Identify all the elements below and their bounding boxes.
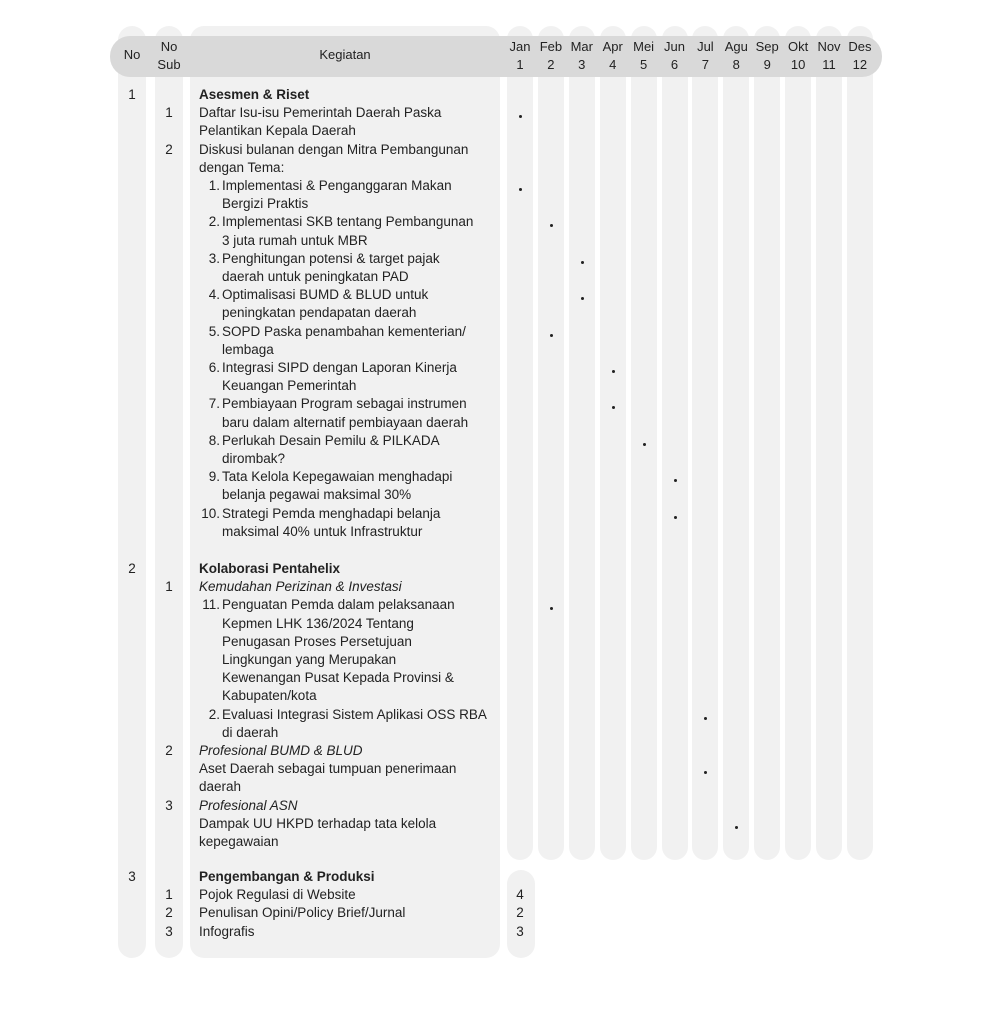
- header-month-name: Sep: [755, 39, 779, 54]
- activity-text: Daftar Isu-isu Pemerintah Daerah Paska: [199, 105, 442, 121]
- output-count: 2: [516, 905, 524, 921]
- activity-text: Pojok Regulasi di Website: [199, 887, 356, 903]
- header-month-name: Jun: [664, 39, 685, 54]
- section-number: 2: [128, 561, 136, 576]
- item-number: 7.: [208, 396, 220, 412]
- header-month-apr: [596, 38, 630, 74]
- item-number: 3.: [208, 250, 220, 266]
- activity-text: Tata Kelola Kepegawaian menghadapi: [222, 469, 453, 485]
- subsection-title: Kemudahan Perizinan & Investasi: [199, 579, 402, 595]
- header-month-name: Mei: [633, 39, 655, 54]
- month-column-bg-agu: [723, 26, 749, 860]
- header-month-number: 7: [701, 57, 709, 72]
- activity-text: Bergizi Praktis: [222, 196, 309, 212]
- month-column-bg-okt: [785, 26, 811, 860]
- item-number: 11.: [202, 597, 220, 613]
- header-month-jul: [688, 38, 722, 74]
- header-month-mar: [565, 38, 599, 74]
- activity-text: Kewenangan Pusat Kepada Provinsi &: [222, 670, 454, 686]
- item-number: 5.: [208, 323, 220, 339]
- item-number: 9.: [208, 469, 220, 485]
- header-month-number: 8: [732, 57, 740, 72]
- month-column-bg-mar: [569, 26, 595, 860]
- activity-text: Keuangan Pemerintah: [222, 378, 357, 394]
- activity-text: baru dalam alternatif pembiayaan daerah: [222, 414, 469, 430]
- activity-text: Perlukah Desain Pemilu & PILKADA: [222, 432, 440, 448]
- activity-text: Penghitungan potensi & target pajak: [222, 250, 440, 266]
- activity-text: dengan Tema:: [199, 159, 285, 175]
- header-month-name: Agu: [724, 39, 748, 54]
- activity-text: daerah: [199, 779, 242, 795]
- month-column-bg-sep: [754, 26, 780, 860]
- item-number: 2.: [208, 214, 220, 230]
- header-month-name: Feb: [539, 39, 563, 54]
- activity-text: Pelantikan Kepala Daerah: [199, 123, 356, 139]
- header-month-name: Nov: [817, 39, 841, 54]
- activity-text: Penguatan Pemda dalam pelaksanaan: [222, 597, 455, 613]
- activity-text: di daerah: [222, 724, 279, 740]
- subsection-title: Profesional BUMD & BLUD: [199, 743, 363, 758]
- month-column-bg-nov: [816, 26, 842, 860]
- activity-text: Infografis: [199, 923, 255, 939]
- activity-text: Implementasi SKB tentang Pembangunan: [222, 214, 474, 230]
- activity-text: SOPD Paska penambahan kementerian/: [222, 323, 466, 339]
- activity-text: Integrasi SIPD dengan Laporan Kinerja: [222, 360, 457, 375]
- header-month-number: 5: [639, 57, 648, 72]
- schedule-dot: [519, 188, 522, 191]
- activity-text: Penugasan Proses Persetujuan: [222, 633, 412, 649]
- activity-text: dirombak?: [222, 451, 286, 466]
- schedule-dot: [581, 261, 584, 264]
- item-number: 1.: [208, 178, 220, 193]
- column-no-bg: [118, 26, 146, 958]
- header-month-mei: [627, 38, 661, 74]
- header-month-name: Apr: [602, 39, 623, 54]
- header-month-name: Jan: [509, 39, 531, 54]
- month-column-bg-feb: [538, 26, 564, 860]
- header-kegiatan: Kegiatan: [319, 47, 371, 62]
- activity-text: Aset Daerah sebagai tumpuan penerimaan: [199, 761, 457, 777]
- activity-text: Strategi Pemda menghadapi belanja: [222, 505, 441, 521]
- header-no-sub-line1: No: [160, 39, 178, 54]
- item-number: 6.: [208, 360, 220, 375]
- activity-text: maksimal 40% untuk Infrastruktur: [222, 523, 423, 539]
- section-number: 1: [128, 87, 136, 102]
- activity-text: belanja pegawai maksimal 30%: [222, 487, 412, 503]
- section-title: Pengembangan & Produksi: [199, 869, 375, 884]
- sub-number: 1: [165, 105, 173, 121]
- schedule-dot: [674, 516, 677, 519]
- header-month-number: 11: [822, 57, 836, 72]
- header-month-agu: [719, 38, 753, 74]
- month-column-bg-apr: [600, 26, 626, 860]
- header-no: No: [123, 47, 141, 62]
- header-month-number: 6: [670, 57, 679, 72]
- schedule-dot: [550, 334, 553, 337]
- header-month-nov: [812, 38, 846, 74]
- month-column-bg-des: [847, 26, 873, 860]
- header-month-name: Mar: [570, 39, 593, 54]
- header-month-jun: [658, 38, 692, 74]
- item-number: 8.: [208, 432, 220, 448]
- header-month-number: 4: [609, 57, 617, 72]
- month-column-bg-jun: [662, 26, 688, 860]
- sub-number: 2: [165, 743, 173, 758]
- header-month-name: Okt: [787, 39, 809, 54]
- activity-text: Penulisan Opini/Policy Brief/Jurnal: [199, 905, 406, 921]
- column-nosub-bg: [155, 26, 183, 958]
- sub-number: 3: [165, 797, 173, 813]
- header-month-name: Jul: [697, 39, 714, 54]
- header-no-sub: [153, 38, 185, 74]
- output-count: 4: [516, 887, 524, 903]
- sub-number: 2: [165, 905, 173, 921]
- activity-text: lembaga: [222, 341, 274, 357]
- output-count: 3: [516, 923, 524, 939]
- activity-text: Evaluasi Integrasi Sistem Aplikasi OSS RBA: [222, 706, 487, 722]
- section-number: 3: [128, 869, 136, 884]
- item-number: 4.: [208, 287, 220, 303]
- month-column-bg-jul: [692, 26, 718, 860]
- sub-number: 2: [165, 141, 173, 157]
- header-month-number: 1: [516, 57, 524, 72]
- schedule-dot: [674, 479, 677, 482]
- activity-text: peningkatan pendapatan daerah: [222, 305, 417, 321]
- sub-number: 1: [165, 887, 173, 903]
- schedule-dot: [643, 443, 646, 446]
- activity-text: Kabupaten/kota: [222, 688, 317, 704]
- header-month-sep: [750, 38, 784, 74]
- header-month-feb: [534, 38, 568, 74]
- sub-number: 3: [165, 923, 173, 939]
- header-month-name: Des: [848, 39, 872, 54]
- schedule-dot: [612, 370, 615, 373]
- header-month-number: 10: [790, 57, 806, 72]
- header-month-jan: [503, 38, 537, 74]
- header-no-sub-line2: Sub: [157, 57, 181, 72]
- sub-number: 1: [165, 579, 173, 595]
- schedule-dot: [581, 297, 584, 300]
- activity-text: Pembiayaan Program sebagai instrumen: [222, 396, 467, 412]
- month-column-bg-jan: [507, 26, 533, 860]
- header-month-number: 12: [852, 57, 868, 72]
- activity-text: kepegawaian: [199, 834, 279, 849]
- section-title: Kolaborasi Pentahelix: [199, 561, 341, 576]
- item-number: 2.: [208, 706, 220, 722]
- activity-text: Kepmen LHK 136/2024 Tentang: [222, 615, 414, 631]
- activity-text: 3 juta rumah untuk MBR: [222, 232, 368, 248]
- header-month-number: 2: [547, 57, 555, 72]
- header-month-okt: [781, 38, 815, 74]
- header-month-number: 3: [578, 57, 586, 72]
- activity-text: Diskusi bulanan dengan Mitra Pembangunan: [199, 141, 469, 157]
- activity-text: Optimalisasi BUMD & BLUD untuk: [222, 287, 429, 303]
- activity-text: Lingkungan yang Merupakan: [222, 652, 397, 667]
- section-title: Asesmen & Riset: [199, 87, 310, 102]
- subsection-title: Profesional ASN: [199, 797, 298, 813]
- activity-text: Implementasi & Penganggaran Makan: [222, 178, 452, 193]
- activity-text: daerah untuk peningkatan PAD: [222, 269, 409, 284]
- header-month-des: [843, 38, 877, 74]
- header-month-number: 9: [763, 57, 771, 72]
- item-number: 10.: [201, 505, 220, 521]
- activity-text: Dampak UU HKPD terhadap tata kelola: [199, 815, 437, 831]
